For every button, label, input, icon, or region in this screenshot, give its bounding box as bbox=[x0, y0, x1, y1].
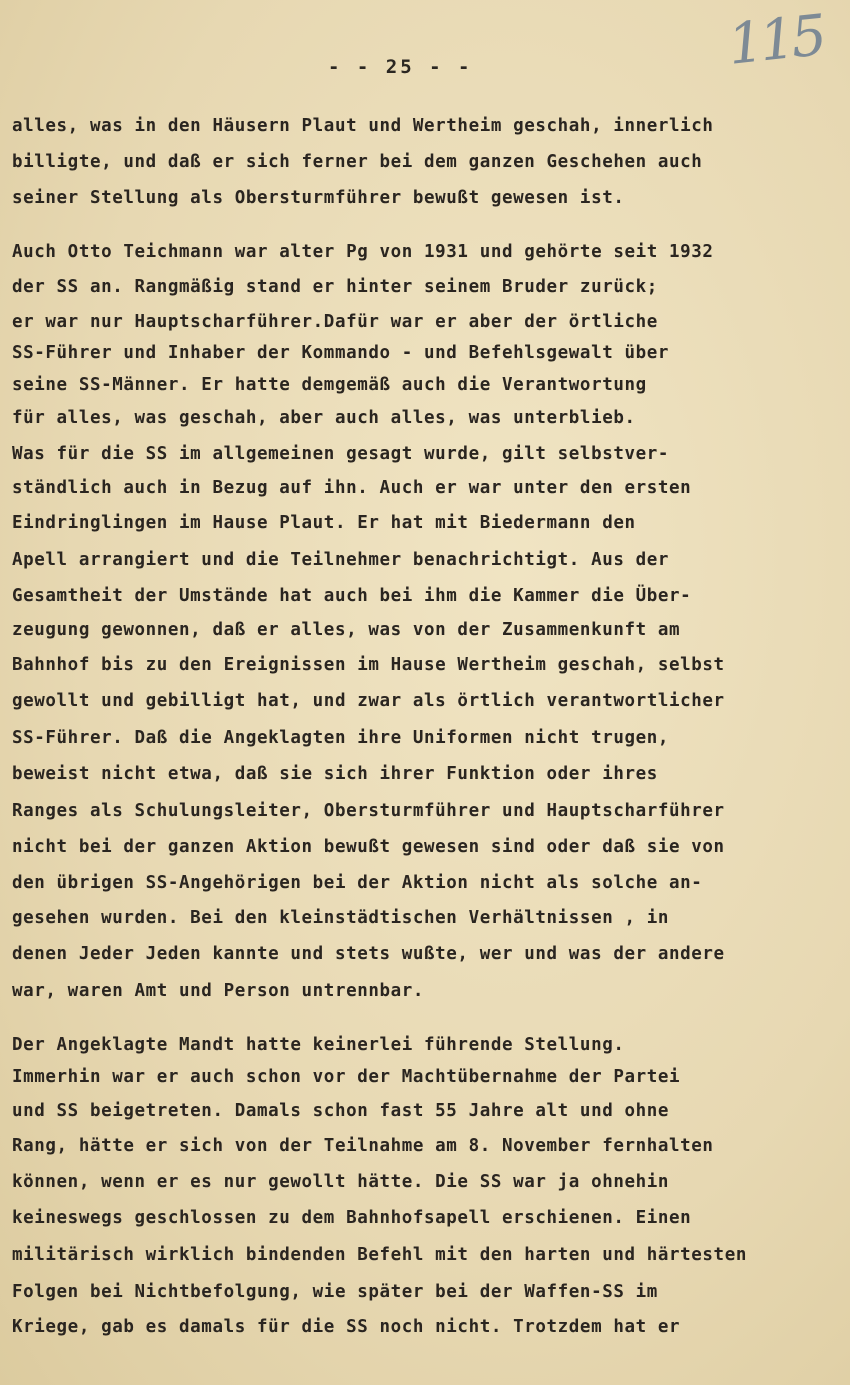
text-line: den übrigen SS-Angehörigen bei der Aktion nicht als solche an- bbox=[12, 873, 703, 893]
text-line: Apell arrangiert und die Teilnehmer benachrichtigt. Aus der bbox=[12, 550, 670, 570]
text-line: alles, was in den Häusern Plaut und Wertheim geschah, innerlich bbox=[12, 116, 714, 136]
text-line: billigte, und daß er sich ferner bei dem ganzen Geschehen auch bbox=[12, 152, 703, 172]
text-line: Eindringlingen im Hause Plaut. Er hat mit Biedermann den bbox=[12, 513, 636, 533]
text-line: Ranges als Schulungsleiter, Obersturmführer und Hauptscharführer bbox=[12, 801, 725, 821]
text-line: Auch Otto Teichmann war alter Pg von 1931 und gehörte seit 1932 bbox=[12, 242, 714, 262]
text-line: keineswegs geschlossen zu dem Bahnhofsapell erschienen. Einen bbox=[12, 1208, 692, 1228]
text-line: denen Jeder Jeden kannte und stets wußte, wer und was der andere bbox=[12, 944, 725, 964]
text-line: er war nur Hauptscharführer.Dafür war er aber der örtliche bbox=[12, 312, 658, 332]
text-line: Rang, hätte er sich von der Teilnahme am 8. November fernhalten bbox=[12, 1136, 714, 1156]
text-line: beweist nicht etwa, daß sie sich ihrer Funktion oder ihres bbox=[12, 764, 658, 784]
text-line: der SS an. Rangmäßig stand er hinter seinem Bruder zurück; bbox=[12, 277, 658, 297]
text-line: Bahnhof bis zu den Ereignissen im Hause Wertheim geschah, selbst bbox=[12, 655, 725, 675]
text-line: können, wenn er es nur gewollt hätte. Die SS war ja ohnehin bbox=[12, 1172, 670, 1192]
text-line: seine SS-Männer. Er hatte demgemäß auch die Verantwortung bbox=[12, 375, 647, 395]
text-line: ständlich auch in Bezug auf ihn. Auch er war unter den ersten bbox=[12, 478, 692, 498]
text-line: gesehen wurden. Bei den kleinstädtischen Verhältnissen , in bbox=[12, 908, 670, 928]
archive-number: 115 bbox=[724, 3, 827, 78]
text-line: seiner Stellung als Obersturmführer bewußt gewesen ist. bbox=[12, 188, 625, 208]
text-line: militärisch wirklich bindenden Befehl mit den harten und härtesten bbox=[12, 1245, 747, 1265]
text-line: SS-Führer und Inhaber der Kommando - und Befehlsgewalt über bbox=[12, 343, 670, 363]
text-line: Gesamtheit der Umstände hat auch bei ihm die Kammer die Über- bbox=[12, 586, 692, 606]
text-line: gewollt und gebilligt hat, und zwar als örtlich verantwortlicher bbox=[12, 691, 725, 711]
page-number: - - 25 - - bbox=[328, 56, 473, 78]
text-line: war, waren Amt und Person untrennbar. bbox=[12, 981, 425, 1001]
text-line: zeugung gewonnen, daß er alles, was von der Zusammenkunft am bbox=[12, 620, 681, 640]
text-line: Folgen bei Nichtbefolgung, wie später bei der Waffen-SS im bbox=[12, 1282, 658, 1302]
text-line: Immerhin war er auch schon vor der Machtübernahme der Partei bbox=[12, 1067, 681, 1087]
text-line: Was für die SS im allgemeinen gesagt wurde, gilt selbstver- bbox=[12, 444, 670, 464]
text-line: Der Angeklagte Mandt hatte keinerlei führende Stellung. bbox=[12, 1035, 625, 1055]
text-line: für alles, was geschah, aber auch alles, was unterblieb. bbox=[12, 408, 636, 428]
text-line: und SS beigetreten. Damals schon fast 55 Jahre alt und ohne bbox=[12, 1101, 670, 1121]
text-line: Kriege, gab es damals für die SS noch nicht. Trotzdem hat er bbox=[12, 1317, 681, 1337]
text-line: nicht bei der ganzen Aktion bewußt gewesen sind oder daß sie von bbox=[12, 837, 725, 857]
text-line: SS-Führer. Daß die Angeklagten ihre Uniformen nicht trugen, bbox=[12, 728, 670, 748]
